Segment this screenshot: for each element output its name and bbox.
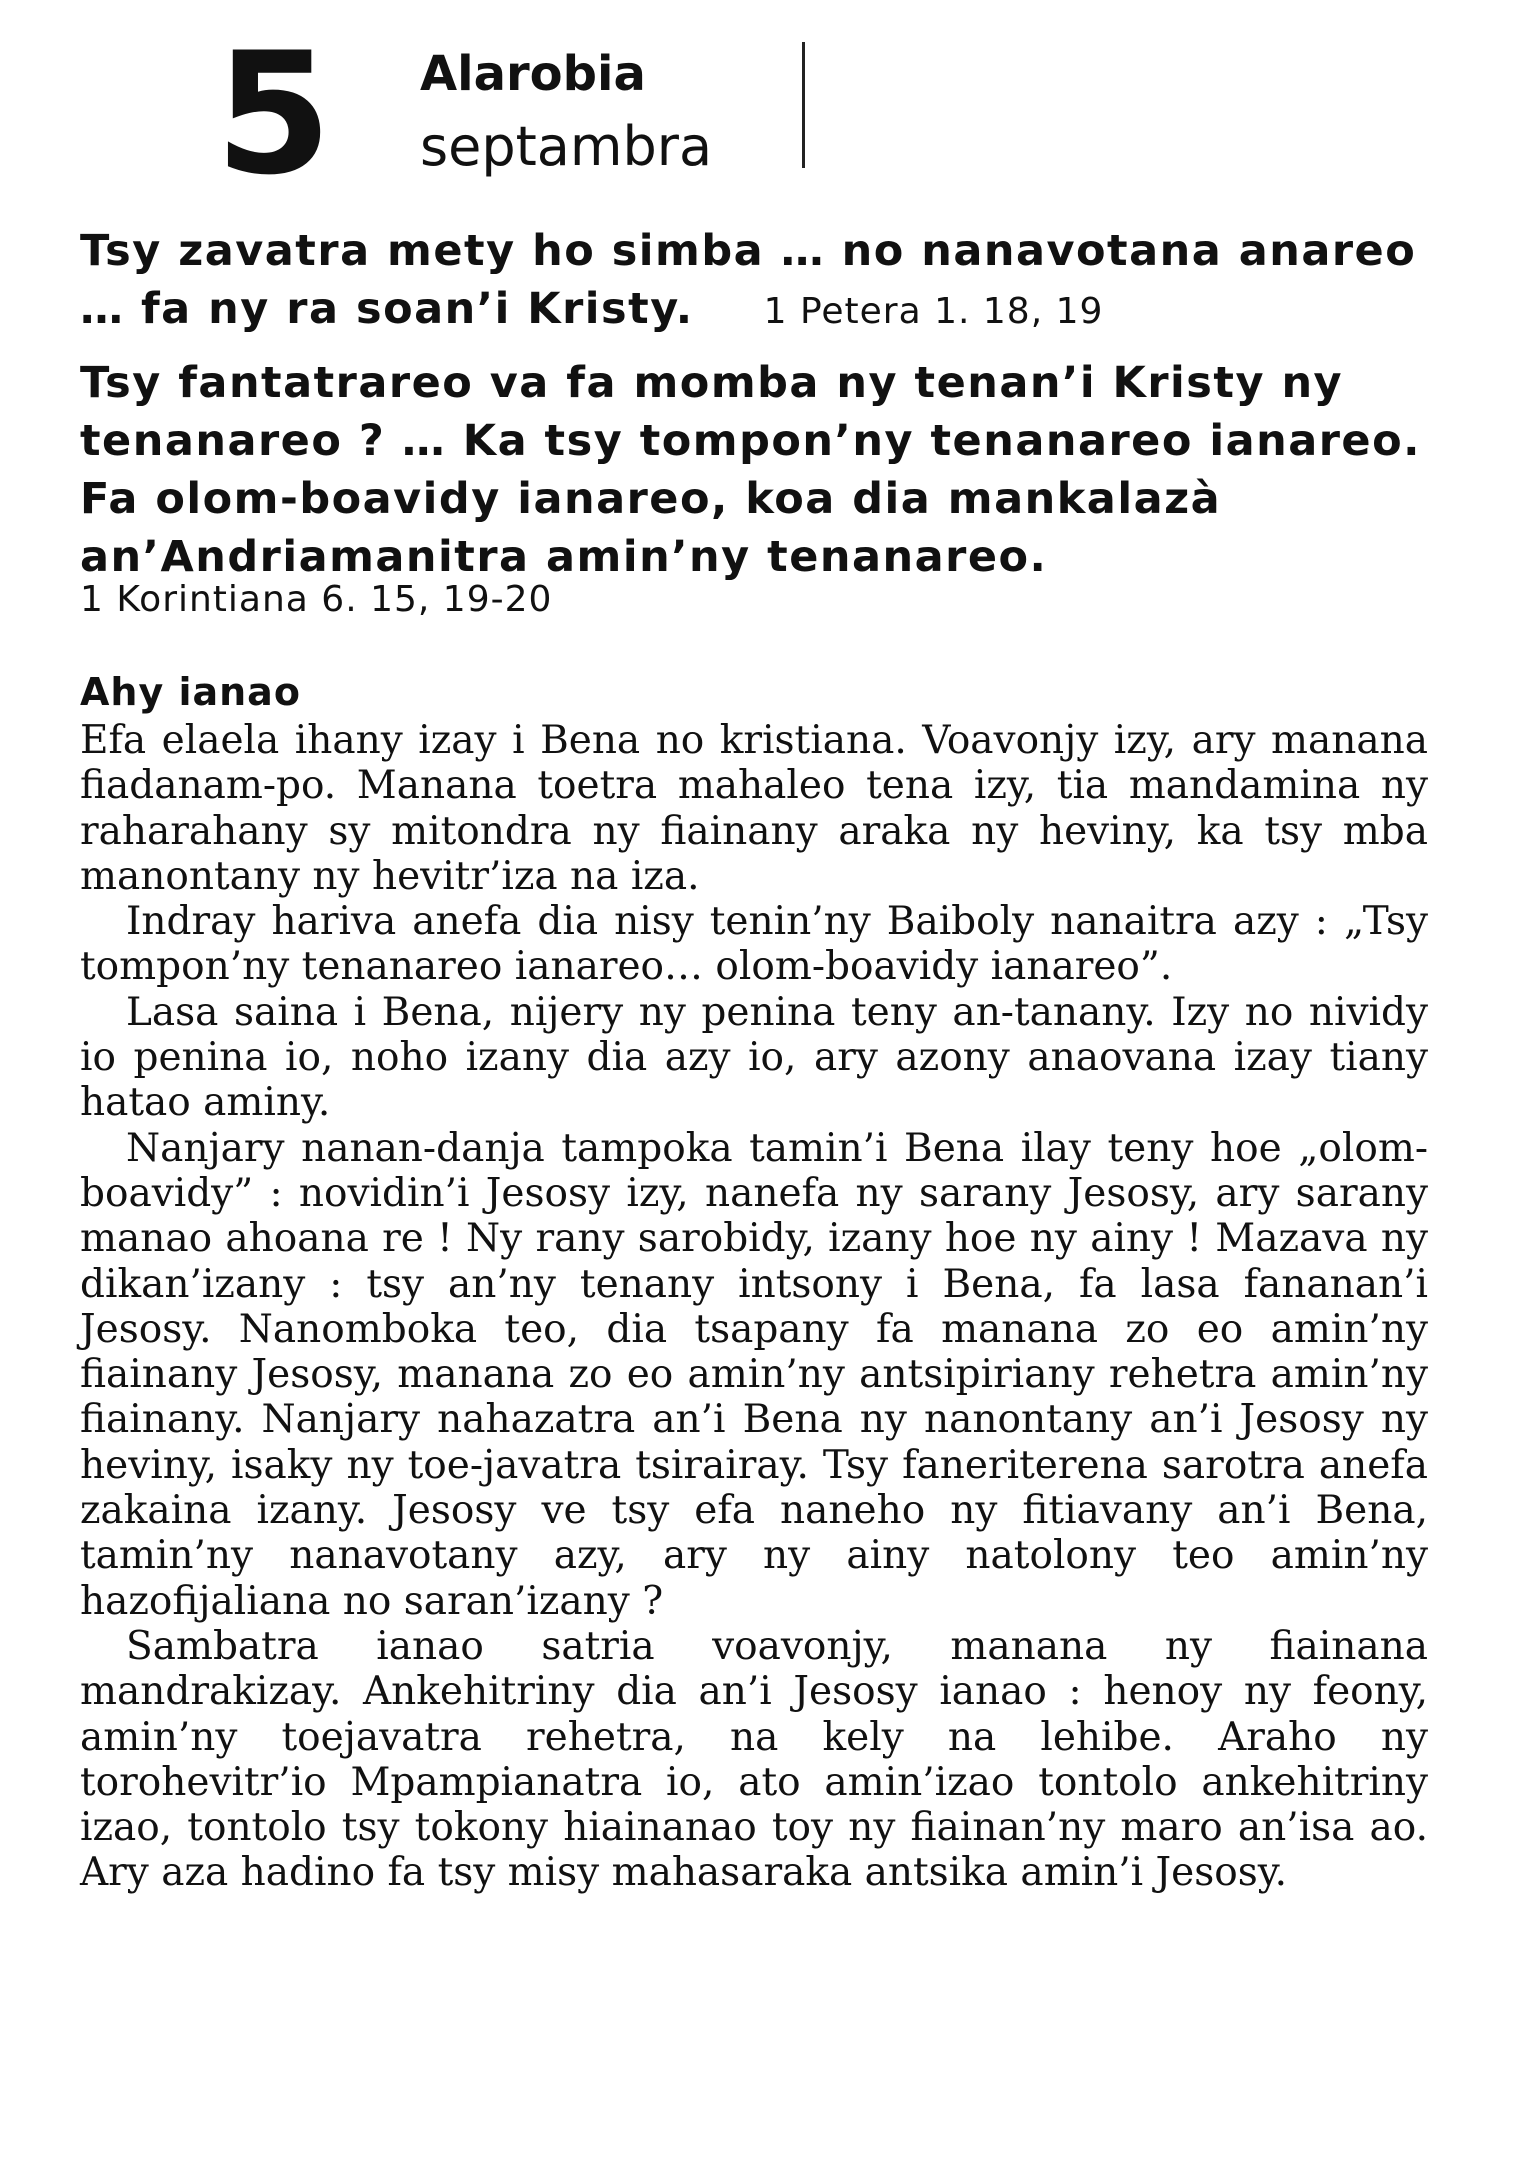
verse-2-reference: 1 Korintiana 6. 15, 19-20: [80, 579, 553, 620]
header-divider: [802, 42, 805, 168]
paragraph-5: Sambatra ianao satria voavonjy, manana ny fiainana mandrakizay. Ankehitriny dia an’i Jesosy ianao : henoy ny feony, amin’ny toejavatra rehetra, na kely na lehibe. Araho ny torohevitr’io Mpampianatra io, ato amin’izao tontolo ankehitriny izao, tontolo tsy tokony hiainanao toy ny fiainan’ny maro an’isa ao. Ary aza hadino fa tsy misy mahasaraka antsika amin’i Jesosy.: [80, 1623, 1428, 1896]
verse-1-reference: 1 Petera 1. 18, 19: [763, 291, 1104, 332]
paragraph-4: Nanjary nanan-danja tampoka tamin’i Bena ilay teny hoe „olom-boavidy” : novidin’i Jesosy izy, nanefa ny sarany Jesosy, ary sarany manao ahoana re ! Ny rany sarobidy, izany hoe ny ainy ! Mazava ny dikan’izany : tsy an’ny tenany intsony i Bena, fa lasa fananan’i Jesosy. Nanomboka teo, dia tsapany fa manana zo eo amin’ny fiainany Jesosy, manana zo eo amin’ny antsipiriany rehetra amin’ny fiainany. Nanjary nahazatra an’i Bena ny nanontany an’i Jesosy ny heviny, isaky ny toe-javatra tsirairay. Tsy faneriterena sarotra anefa zakaina izany. Jesosy ve tsy efa naneho ny fitiavany an’i Bena, tamin’ny nanavotany azy, ary ny ainy natolony teo amin’ny hazofijaliana no saran’izany ?: [80, 1125, 1428, 1624]
weekday: Alarobia: [420, 46, 646, 102]
paragraph-2: Indray hariva anefa dia nisy tenin’ny Baiboly nanaitra azy : „Tsy tompon’ny tenanareo ianareo… olom-boavidy ianareo”.: [80, 899, 1428, 990]
verse-2: [80, 354, 1425, 586]
body-text: [80, 718, 1428, 1896]
paragraph-3: Lasa saina i Bena, nijery ny penina teny an-tanany. Izy no nividy io penina io, noho izany dia azy io, ary azony anaovana izay tiany hatao aminy.: [80, 989, 1428, 1126]
verse-1-text: Tsy zavatra mety ho simba … no nanavotana anareo … fa ny ra soan’i Kristy.: [80, 226, 1417, 334]
verse-1: [80, 222, 1425, 341]
day-number: 5: [215, 16, 328, 212]
verse-2-text: Tsy fantatrareo va fa momba ny tenan’i Kristy ny tenanareo ? … Ka tsy tompon’ny tenanareo ianareo. Fa olom-boavidy ianareo, koa dia mankalazà an’Andriamanitra amin’ny tenanareo.: [80, 358, 1421, 582]
month: septambra: [420, 115, 713, 178]
section-title: Ahy ianao: [80, 670, 301, 714]
paragraph-1: Efa elaela ihany izay i Bena no kristiana. Voavonjy izy, ary manana fiadanam-po. Manana toetra mahaleo tena izy, tia mandamina ny raharahany sy mitondra ny fiainany araka ny heviny, ka tsy mba manontany ny hevitr’iza na iza.: [80, 718, 1428, 899]
